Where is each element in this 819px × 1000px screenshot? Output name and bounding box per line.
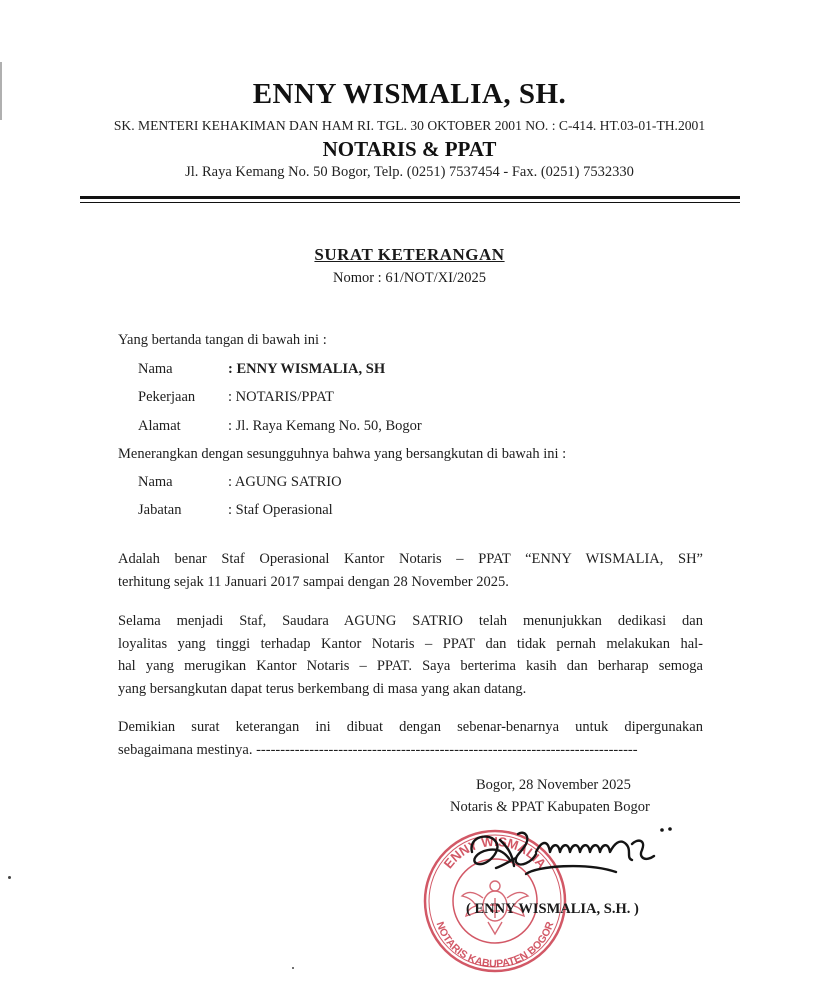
- document-number: Nomor : 61/NOT/XI/2025: [332, 270, 487, 286]
- signer-address-label: Alamat: [138, 418, 181, 434]
- paragraph-employment: [118, 548, 703, 593]
- paragraph-dedication: [118, 610, 703, 700]
- signer-name-value: : ENNY WISMALIA, SH: [228, 361, 386, 377]
- letterhead-decree: SK. MENTERI KEHAKIMAN DAN HAM RI. TGL. 30 OKTOBER 2001 NO. : C-414. HT.03-01-TH.2001: [113, 118, 706, 133]
- closing-title: Notaris & PPAT Kabupaten Bogor: [450, 799, 650, 815]
- letterhead-name: ENNY WISMALIA, SH.: [252, 78, 567, 110]
- letterhead-role: NOTARIS & PPAT: [322, 137, 497, 161]
- paragraph-line: hal yang merugikan Kantor Notaris – PPAT. Saya berterima kasih dan berharap semoga: [118, 658, 703, 674]
- letterhead-address: Jl. Raya Kemang No. 50 Bogor, Telp. (0251) 7537454 - Fax. (0251) 7532330: [185, 164, 634, 180]
- paragraph-line: Adalah benar Staf Operasional Kantor Notaris – PPAT “ENNY WISMALIA, SH”: [118, 551, 703, 567]
- subject-position-value: : Staf Operasional: [228, 502, 333, 518]
- closing-place-date: Bogor, 28 November 2025: [476, 777, 631, 793]
- handwritten-signature: [466, 822, 696, 902]
- signer-intro: Yang bertanda tangan di bawah ini :: [118, 332, 327, 348]
- subject-name-label: Nama: [138, 474, 173, 490]
- letterhead-rule-thin: [80, 202, 740, 203]
- signer-address-value: : Jl. Raya Kemang No. 50, Bogor: [228, 418, 422, 434]
- subject-position-label: Jabatan: [138, 502, 182, 518]
- paragraph-line: yang bersangkutan dapat terus berkembang di masa yang akan datang.: [118, 680, 527, 697]
- closing-signatory: ( ENNY WISMALIA, S.H. ): [466, 901, 639, 917]
- signer-occupation-label: Pekerjaan: [138, 389, 196, 405]
- signer-name-label: Nama: [138, 361, 173, 377]
- paragraph-line: terhitung sejak 11 Januari 2017 sampai dengan 28 November 2025.: [118, 573, 509, 590]
- svg-text:NOTARIS KABUPATEN BOGOR: NOTARIS KABUPATEN BOGOR: [433, 920, 557, 971]
- paragraph-closing: [118, 716, 703, 761]
- paragraph-line: Demikian surat keterangan ini dibuat dengan sebenar-benarnya untuk dipergunakan: [118, 719, 703, 735]
- document-title: SURAT KETERANGAN: [314, 245, 505, 264]
- scan-speck: [292, 967, 294, 969]
- paragraph-line: loyalitas yang tinggi terhadap Kantor Notaris – PPAT dan tidak pernah melakukan hal-: [118, 635, 703, 652]
- paragraph-line: sebagaimana mestinya. -------------------------------------------------------------------------------: [118, 741, 638, 758]
- svg-text:ENNY WISMALIA: ENNY WISMALIA: [440, 833, 550, 872]
- paragraph-line: Selama menjadi Staf, Saudara AGUNG SATRIO telah menunjukkan dedikasi dan: [118, 613, 703, 629]
- letterhead-rule-thick: [80, 196, 740, 199]
- subject-intro: Menerangkan dengan sesungguhnya bahwa yang bersangkutan di bawah ini :: [118, 446, 567, 462]
- subject-name-value: : AGUNG SATRIO: [228, 474, 342, 490]
- scan-speck: [8, 876, 11, 879]
- signer-occupation-value: : NOTARIS/PPAT: [228, 389, 334, 405]
